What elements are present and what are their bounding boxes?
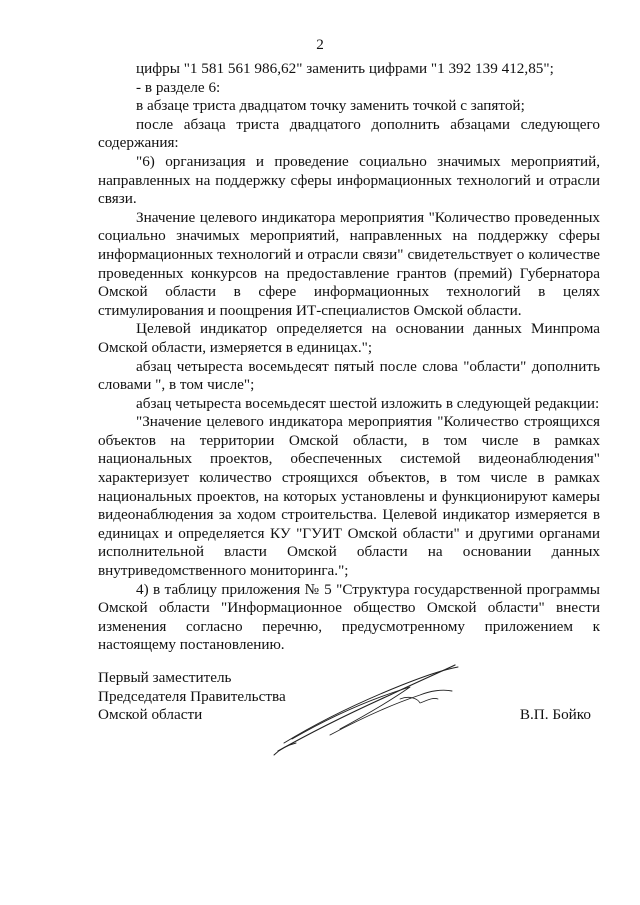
paragraph-320-punctuation: в абзаце триста двадцатом точку заменить точкой с запятой; bbox=[136, 97, 525, 115]
paragraph-indicator-value: Значение целевого индикатора мероприятия "Количество проведенных социально значимых мероприятий, направленных на поддержку сферы информационных технологий и отрасли связи" свидетельствует о количестве проведенных конкурсов на предоставление грантов (премий) Губернатора Омской области в сфере информационных технологий в целях стимулирования и поощрения ИТ-специалистов Омской области. bbox=[98, 208, 600, 319]
paragraph-indicator-source: Целевой индикатор определяется на основании данных Минпрома Омской области, измеряется в единицах."; bbox=[98, 320, 600, 356]
signatory-line-1: Первый заместитель bbox=[98, 669, 232, 686]
signatory-name: В.П. Бойко bbox=[519, 706, 591, 723]
paragraph-section-6: - в разделе 6: bbox=[136, 78, 221, 96]
paragraph-add-after-320: после абзаца триста двадцатого дополнить абзацами следующего содержания: bbox=[98, 115, 600, 152]
paragraph-485: абзац четыреста восемьдесят пятый после слова "области" дополнить словами ", в том числе"; bbox=[98, 357, 600, 394]
signatory-line-2: Председателя Правительства bbox=[98, 687, 286, 705]
document-body bbox=[98, 60, 600, 655]
page-number: 2 bbox=[316, 36, 324, 53]
paragraph-table-appendix-5: 4) в таблицу приложения № 5 "Структура государственной программы Омской области "Информационное общество Омской области" внести изменения согласно перечню, предусмотренному приложением к настоящему постановлению. bbox=[98, 580, 600, 654]
paragraph-new-indicator-text: "Значение целевого индикатора мероприятия "Количество строящихся объектов на территории Омской области, в том числе в рамках национальных проектов, обеспеченных системой видеонаблюдения" характеризует количество строящихся объектов, в том числе в рамках национальных проектов, на которых установлены и функционируют камеры видеонаблюдения за ходом строительства. Целевой индикатор измеряется в единицах и определяется КУ "ГУИТ Омской области" и другими органами исполнительной власти Омской области на основании данных внутриведомственного мониторинга."; bbox=[98, 413, 600, 580]
paragraph-item-6: "6) организация и проведение социально значимых мероприятий, направленных на поддержку сферы информационных технологий и отрасли связи. bbox=[98, 152, 600, 208]
paragraph-486: абзац четыреста восемьдесят шестой изложить в следующей редакции: bbox=[136, 394, 600, 412]
handwritten-signature bbox=[270, 655, 470, 760]
signatory-line-3: Омской области bbox=[98, 706, 203, 724]
paragraph-replace-figures: цифры "1 581 561 986,62" заменить цифрами "1 392 139 412,85"; bbox=[136, 60, 554, 77]
